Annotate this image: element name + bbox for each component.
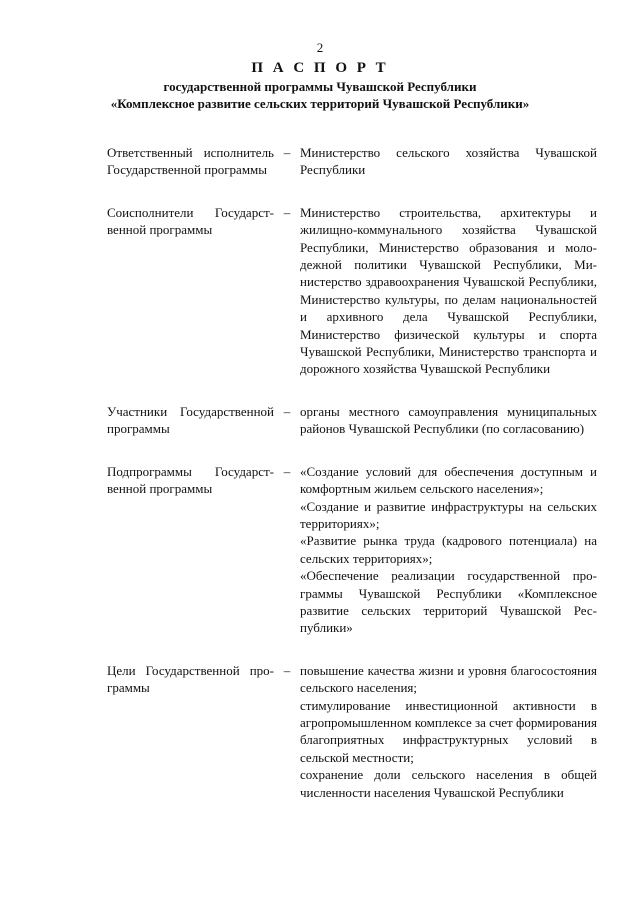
row-value-paragraph: «Развитие рынка труда (кадрового потенциала) на сельских территориях»; [300, 533, 597, 566]
row-value-paragraph: сохранение доли сельского населения в общей численности населения Чувашской Республики [300, 767, 597, 800]
passport-row-goals [107, 662, 597, 801]
row-value-paragraph: «Создание условий для обеспечения доступным и комфортным жильем сельского населения»; [300, 463, 597, 497]
row-dash: – [283, 403, 291, 419]
row-value-paragraph: «Обеспечение реализации государственной программы Чувашской Республики «Комплексное развитие сельских территорий Чувашской Республики» [300, 568, 597, 636]
page-number: 2 [316, 40, 324, 55]
row-dash: – [283, 662, 291, 678]
row-value-paragraph: Министерство сельского хозяйства Чувашской Республики [300, 145, 597, 178]
passport-row-responsible [107, 144, 597, 179]
row-value [300, 463, 597, 637]
row-value [300, 403, 597, 438]
passport-row-co-executors [107, 204, 597, 378]
row-value [300, 204, 597, 378]
row-value [300, 662, 597, 801]
row-value-paragraph: органы местного самоуправления муниципальных районов Чувашской Республики (по согласованию) [300, 403, 597, 437]
row-dash: – [283, 463, 291, 479]
row-dash: – [283, 145, 291, 160]
row-value [300, 144, 597, 179]
row-label: Ответственный исполнитель Государственной программы [107, 145, 274, 178]
document-subtitle-line-2: «Комплексное развитие сельских территорий Чувашской Республики» [110, 96, 530, 111]
row-value-paragraph: стимулирование инвестиционной активности в агропромышленном комплексе за счет формирования благоприятных инфраструктурных условий в сельской местности; [300, 697, 597, 765]
document-subtitle-line-1: государственной программы Чувашской Республики [163, 79, 477, 94]
passport-row-subprograms [107, 463, 597, 637]
row-label: Соисполнители Государственной программы [107, 204, 274, 238]
row-value-paragraph: «Создание и развитие инфраструктуры на сельских территориях»; [300, 498, 597, 531]
row-label: Участники Государственной программы [107, 403, 274, 437]
row-value-paragraph: повышение качества жизни и уровня благосостояния сельского населения; [300, 662, 597, 696]
row-label: Цели Государственной программы [107, 662, 274, 696]
row-value-paragraph: Министерство строительства, архитектуры и жилищно-коммунального хозяйства Чувашской Республики, Министерство образования и молодежной политики Чувашской Республики, Министерство здравоохранения Чувашской Республики, Министерство культуры, по делам национальностей и архивного дела Чувашской Республики, Министерство физической культуры и спорта Чувашской Республики, Министерство транспорта и дорожного хозяйства Чувашской Республики [300, 204, 597, 377]
row-label: Подпрограммы Государственной программы [107, 463, 274, 497]
passport-row-participants [107, 403, 597, 438]
passport-table [107, 144, 597, 826]
row-dash: – [283, 204, 291, 220]
document-header [0, 58, 640, 112]
document-title: П А С П О Р Т [251, 60, 389, 76]
